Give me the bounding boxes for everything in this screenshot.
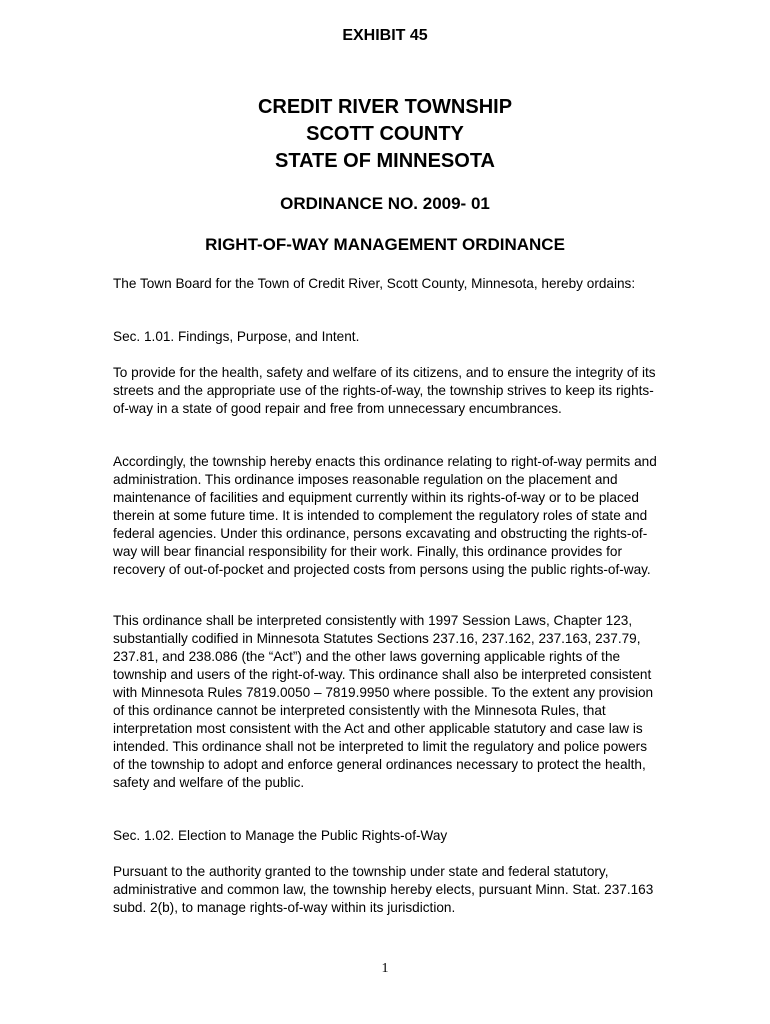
section-heading-1-02: [113, 827, 659, 845]
paragraph-accordingly: [113, 453, 659, 579]
section-heading-1-01: [113, 328, 659, 346]
paragraph-interpretation: [113, 612, 659, 792]
paragraph-text: The Town Board for the Town of Credit River, Scott County, Minnesota, hereby ordains:: [113, 276, 636, 291]
section-heading-text: Sec. 1.02. Election to Manage the Public Rights-of-Way: [113, 828, 448, 843]
paragraph-preamble: [113, 275, 659, 293]
exhibit-label: EXHIBIT 45: [342, 27, 428, 44]
paragraph-purpose: [113, 364, 659, 418]
paragraph-text: Pursuant to the authority granted to the township under state and federal statutory, administrative and common law, the township hereby elects, pursuant Minn. Stat. 237.163 subd. 2(b), to manage rights-of-way within its jurisdiction.: [113, 864, 654, 915]
jurisdiction-heading: [0, 94, 770, 175]
heading-line-state: STATE OF MINNESOTA: [275, 150, 495, 172]
heading-line-township: CREDIT RIVER TOWNSHIP: [257, 96, 513, 118]
paragraph-text: To provide for the health, safety and welfare of its citizens, and to ensure the integrity of its streets and the appropriate use of the rights-of-way, the township strives to keep its rights-of-way in a state of good repair and free from unnecessary encumbrances.: [113, 365, 656, 416]
heading-line-county: SCOTT COUNTY: [306, 123, 464, 145]
paragraph-text: This ordinance shall be interpreted consistently with 1997 Session Laws, Chapter 123, substantially codified in Minnesota Statutes Sections 237.16, 237.162, 237.163, 237.79, 237.81, and 238.086 (the “Act”) and the other laws governing applicable rights of the township and users of the right-of-way. This ordinance shall also be interpreted consistent with Minnesota Rules 7819.0050 – 7819.9950 where possible. To the extent any provision of this ordinance cannot be interpreted consistently with the Minnesota Rules, that interpretation most consistent with the Act and other applicable statutory and case law is intended. This ordinance shall not be interpreted to limit the regulatory and police powers of the township to adopt and enforce general ordinances necessary to protect the health, safety and welfare of the public.: [113, 613, 654, 790]
paragraph-election: [113, 863, 659, 917]
ordinance-number: ORDINANCE NO. 2009- 01: [280, 194, 490, 213]
section-heading-text: Sec. 1.01. Findings, Purpose, and Intent.: [113, 329, 360, 344]
ordinance-title: RIGHT-OF-WAY MANAGEMENT ORDINANCE: [205, 235, 565, 254]
paragraph-text: Accordingly, the township hereby enacts this ordinance relating to right-of-way permits and administration. This ordinance imposes reasonable regulation on the placement and maintenance of facilities and equipment currently within its rights-of-way or to be placed therein at some future time. It is intended to complement the regulatory roles of state and federal agencies. Under this ordinance, persons excavating and obstructing the rights-of-way will bear financial responsibility for their work. Finally, this ordinance provides for recovery of out-of-pocket and projected costs from persons using the public rights-of-way.: [113, 454, 657, 577]
page-number: 1: [381, 961, 389, 976]
